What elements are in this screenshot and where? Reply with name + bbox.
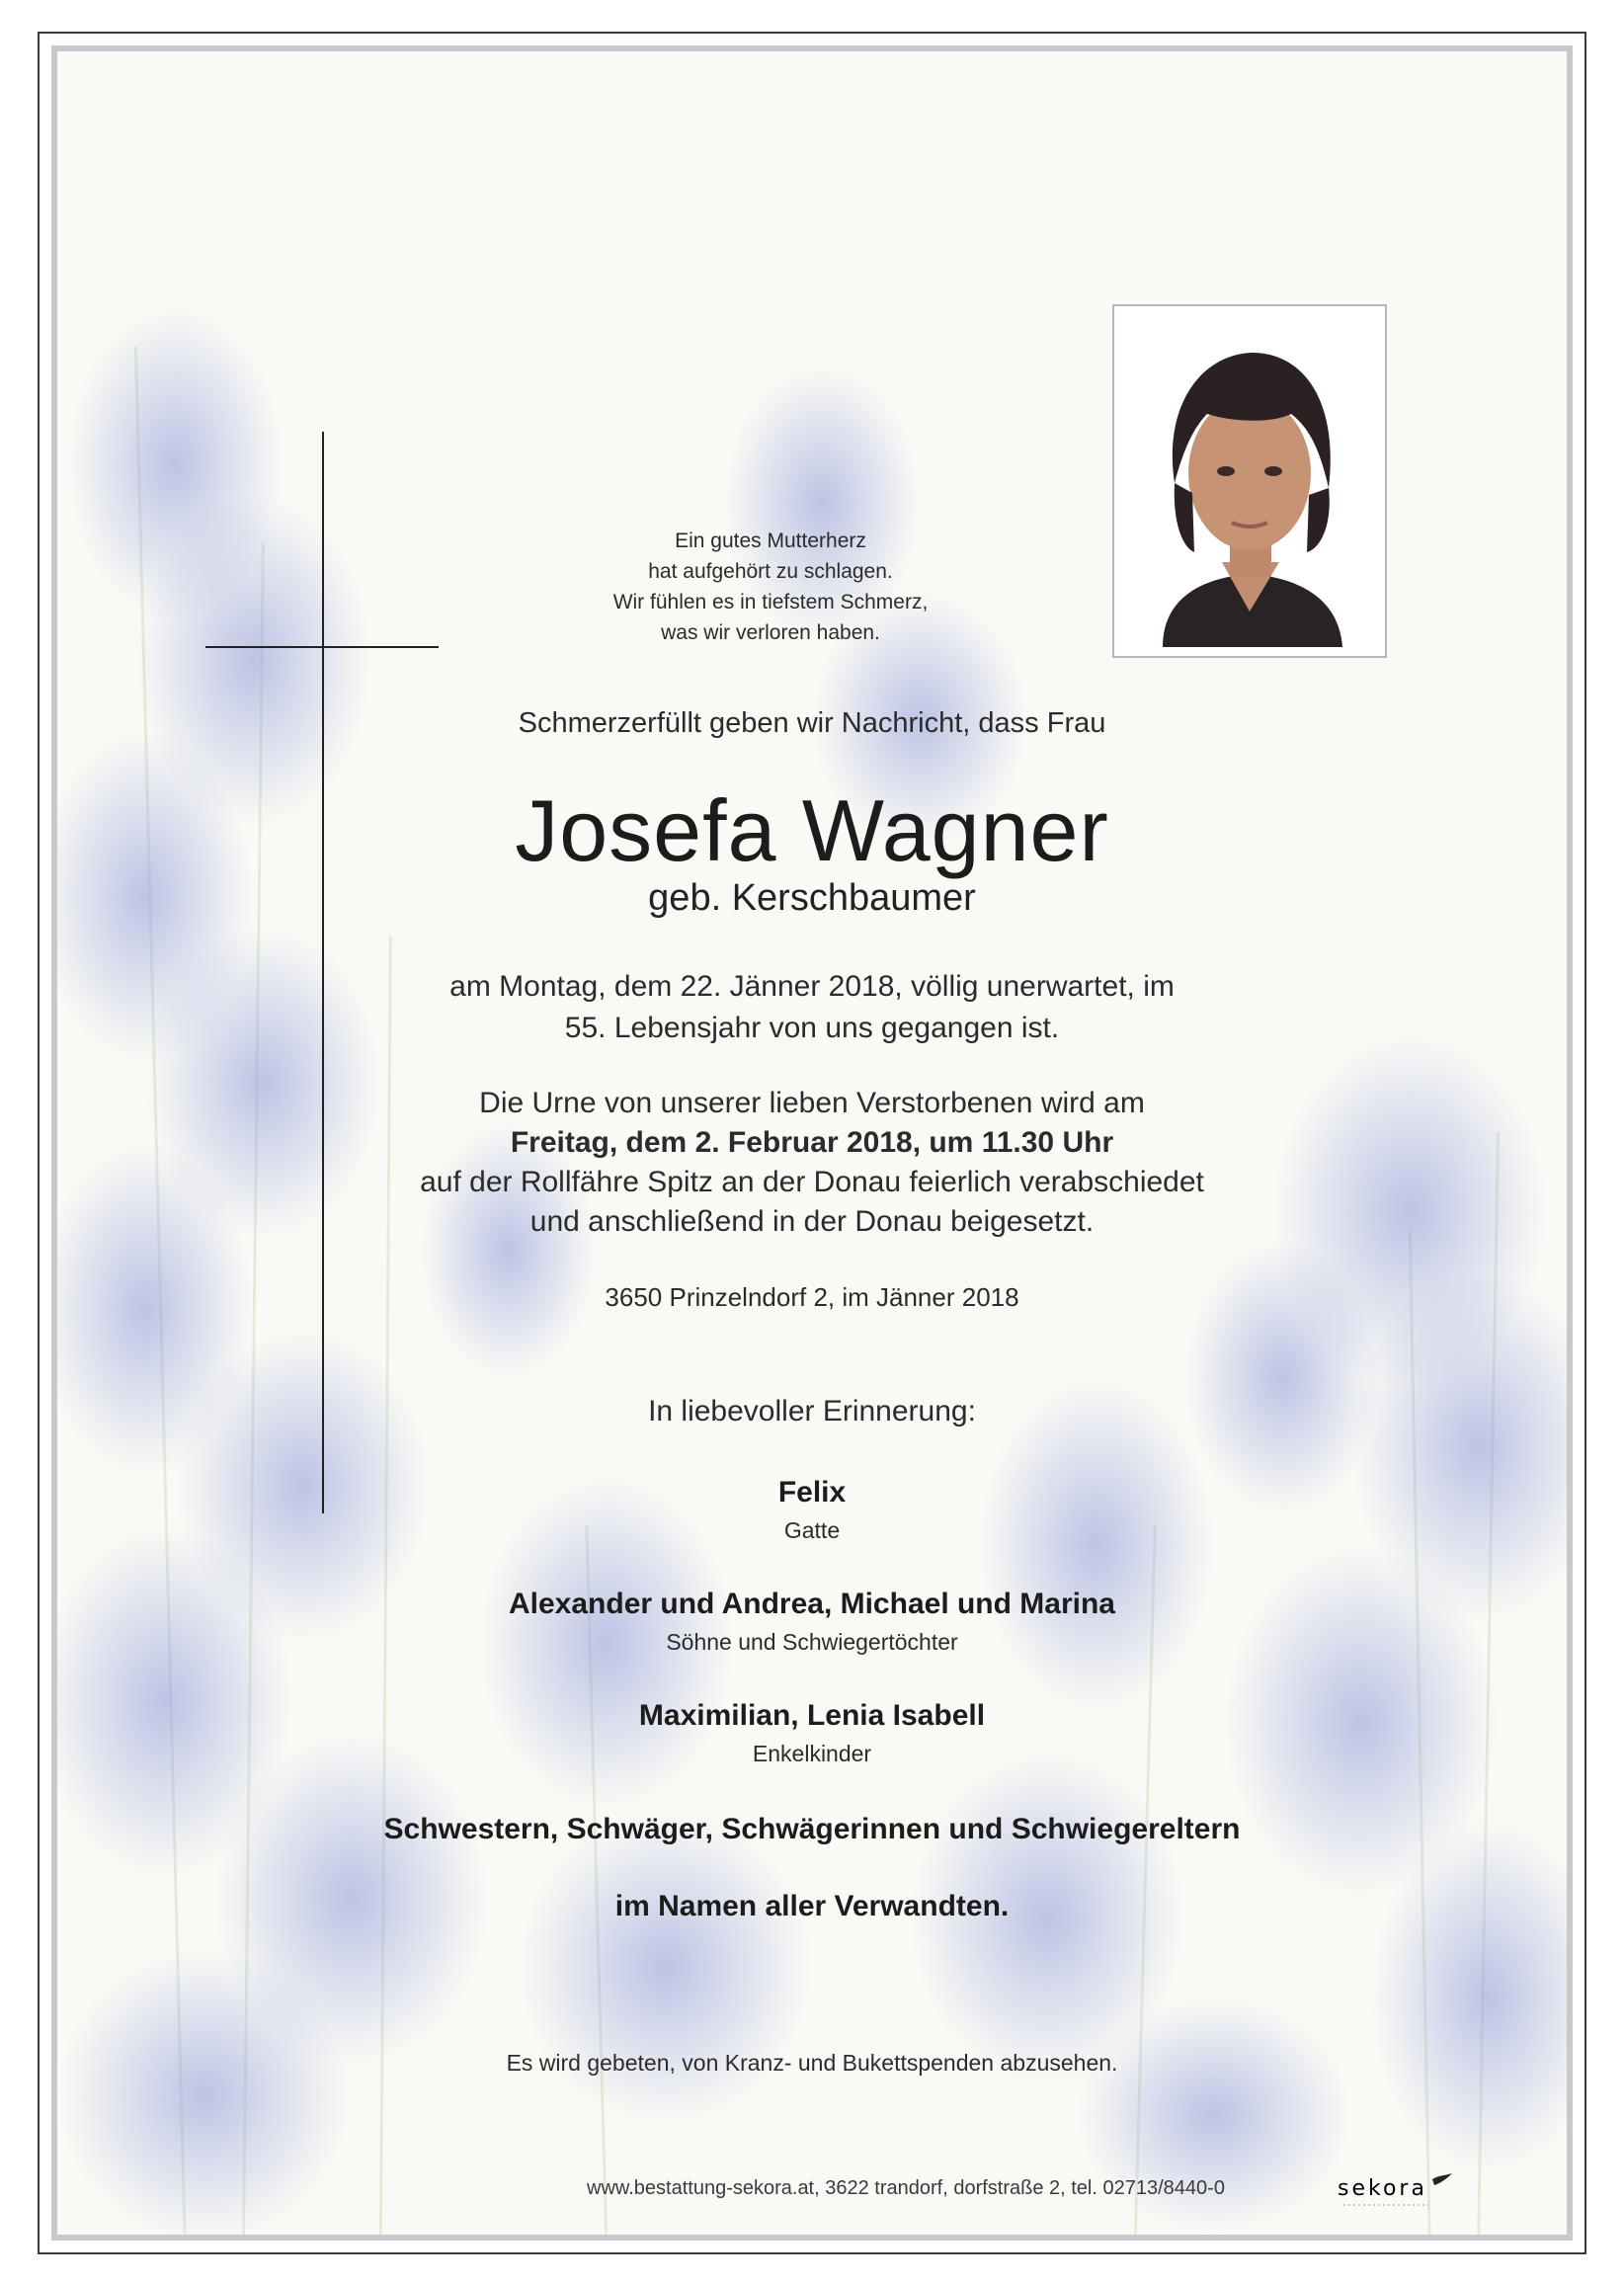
death-details <box>0 966 1624 1049</box>
flower-request: Es wird gebeten, von Kranz- und Bukettspenden abzusehen. <box>506 2050 1118 2076</box>
portrait-photo <box>1123 315 1376 647</box>
death-line: am Montag, dem 22. Jänner 2018, völlig unerwartet, im <box>449 970 1175 1003</box>
verse-line: was wir verloren haben. <box>661 621 880 644</box>
mourner-names: Maximilian, Lenia Isabell <box>638 1699 986 1732</box>
urn-ceremony <box>0 1084 1624 1242</box>
memorial-verse <box>514 526 1027 648</box>
portrait-frame <box>1112 304 1387 658</box>
mourner-relation: Gatte <box>783 1517 841 1543</box>
place-and-date: 3650 Prinzelndorf 2, im Jänner 2018 <box>605 1282 1019 1312</box>
mourner-names: Alexander und Andrea, Michael und Marina <box>508 1588 1115 1620</box>
funeral-home-footer: www.bestattung-sekora.at, 3622 trandorf, dorfstraße 2, tel. 02713/8440-0 <box>587 2177 1225 2199</box>
on-behalf-line: im Namen aller Verwandten. <box>614 1890 1010 1922</box>
relatives-line: Schwestern, Schwäger, Schwägerinnen und Schwiegereltern <box>383 1813 1241 1845</box>
mourner-relation: Söhne und Schwiegertöchter <box>666 1629 958 1655</box>
urn-line: und anschließend in der Donau beigesetzt. <box>529 1205 1095 1238</box>
maiden-name: geb. Kerschbaumer <box>648 877 976 919</box>
verse-line: Ein gutes Mutterherz <box>675 530 866 552</box>
mourner-names: Felix <box>777 1476 847 1509</box>
cross-horizontal-bar <box>205 646 439 648</box>
memory-heading: In liebevoller Erinnerung: <box>648 1395 976 1428</box>
urn-line: Die Urne von unserer lieben Verstorbenen wird am <box>479 1087 1145 1119</box>
death-notice-intro: Schmerzerfüllt geben wir Nachricht, dass Frau <box>518 707 1106 739</box>
ceremony-date: Freitag, dem 2. Februar 2018, um 11.30 Uhr <box>510 1126 1114 1159</box>
urn-line: auf der Rollfähre Spitz an der Donau feierlich verabschiedet <box>420 1166 1204 1198</box>
mourner-relation: Enkelkinder <box>752 1741 872 1766</box>
deceased-name: Josefa Wagner <box>515 781 1109 879</box>
verse-line: Wir fühlen es in tiefstem Schmerz, <box>612 591 929 613</box>
verse-line: hat aufgehört zu schlagen. <box>648 560 893 583</box>
logo-text: sekora <box>1338 2176 1427 2201</box>
death-line: 55. Lebensjahr von uns gegangen ist. <box>564 1012 1060 1044</box>
sekora-logo <box>1338 2171 1456 2211</box>
